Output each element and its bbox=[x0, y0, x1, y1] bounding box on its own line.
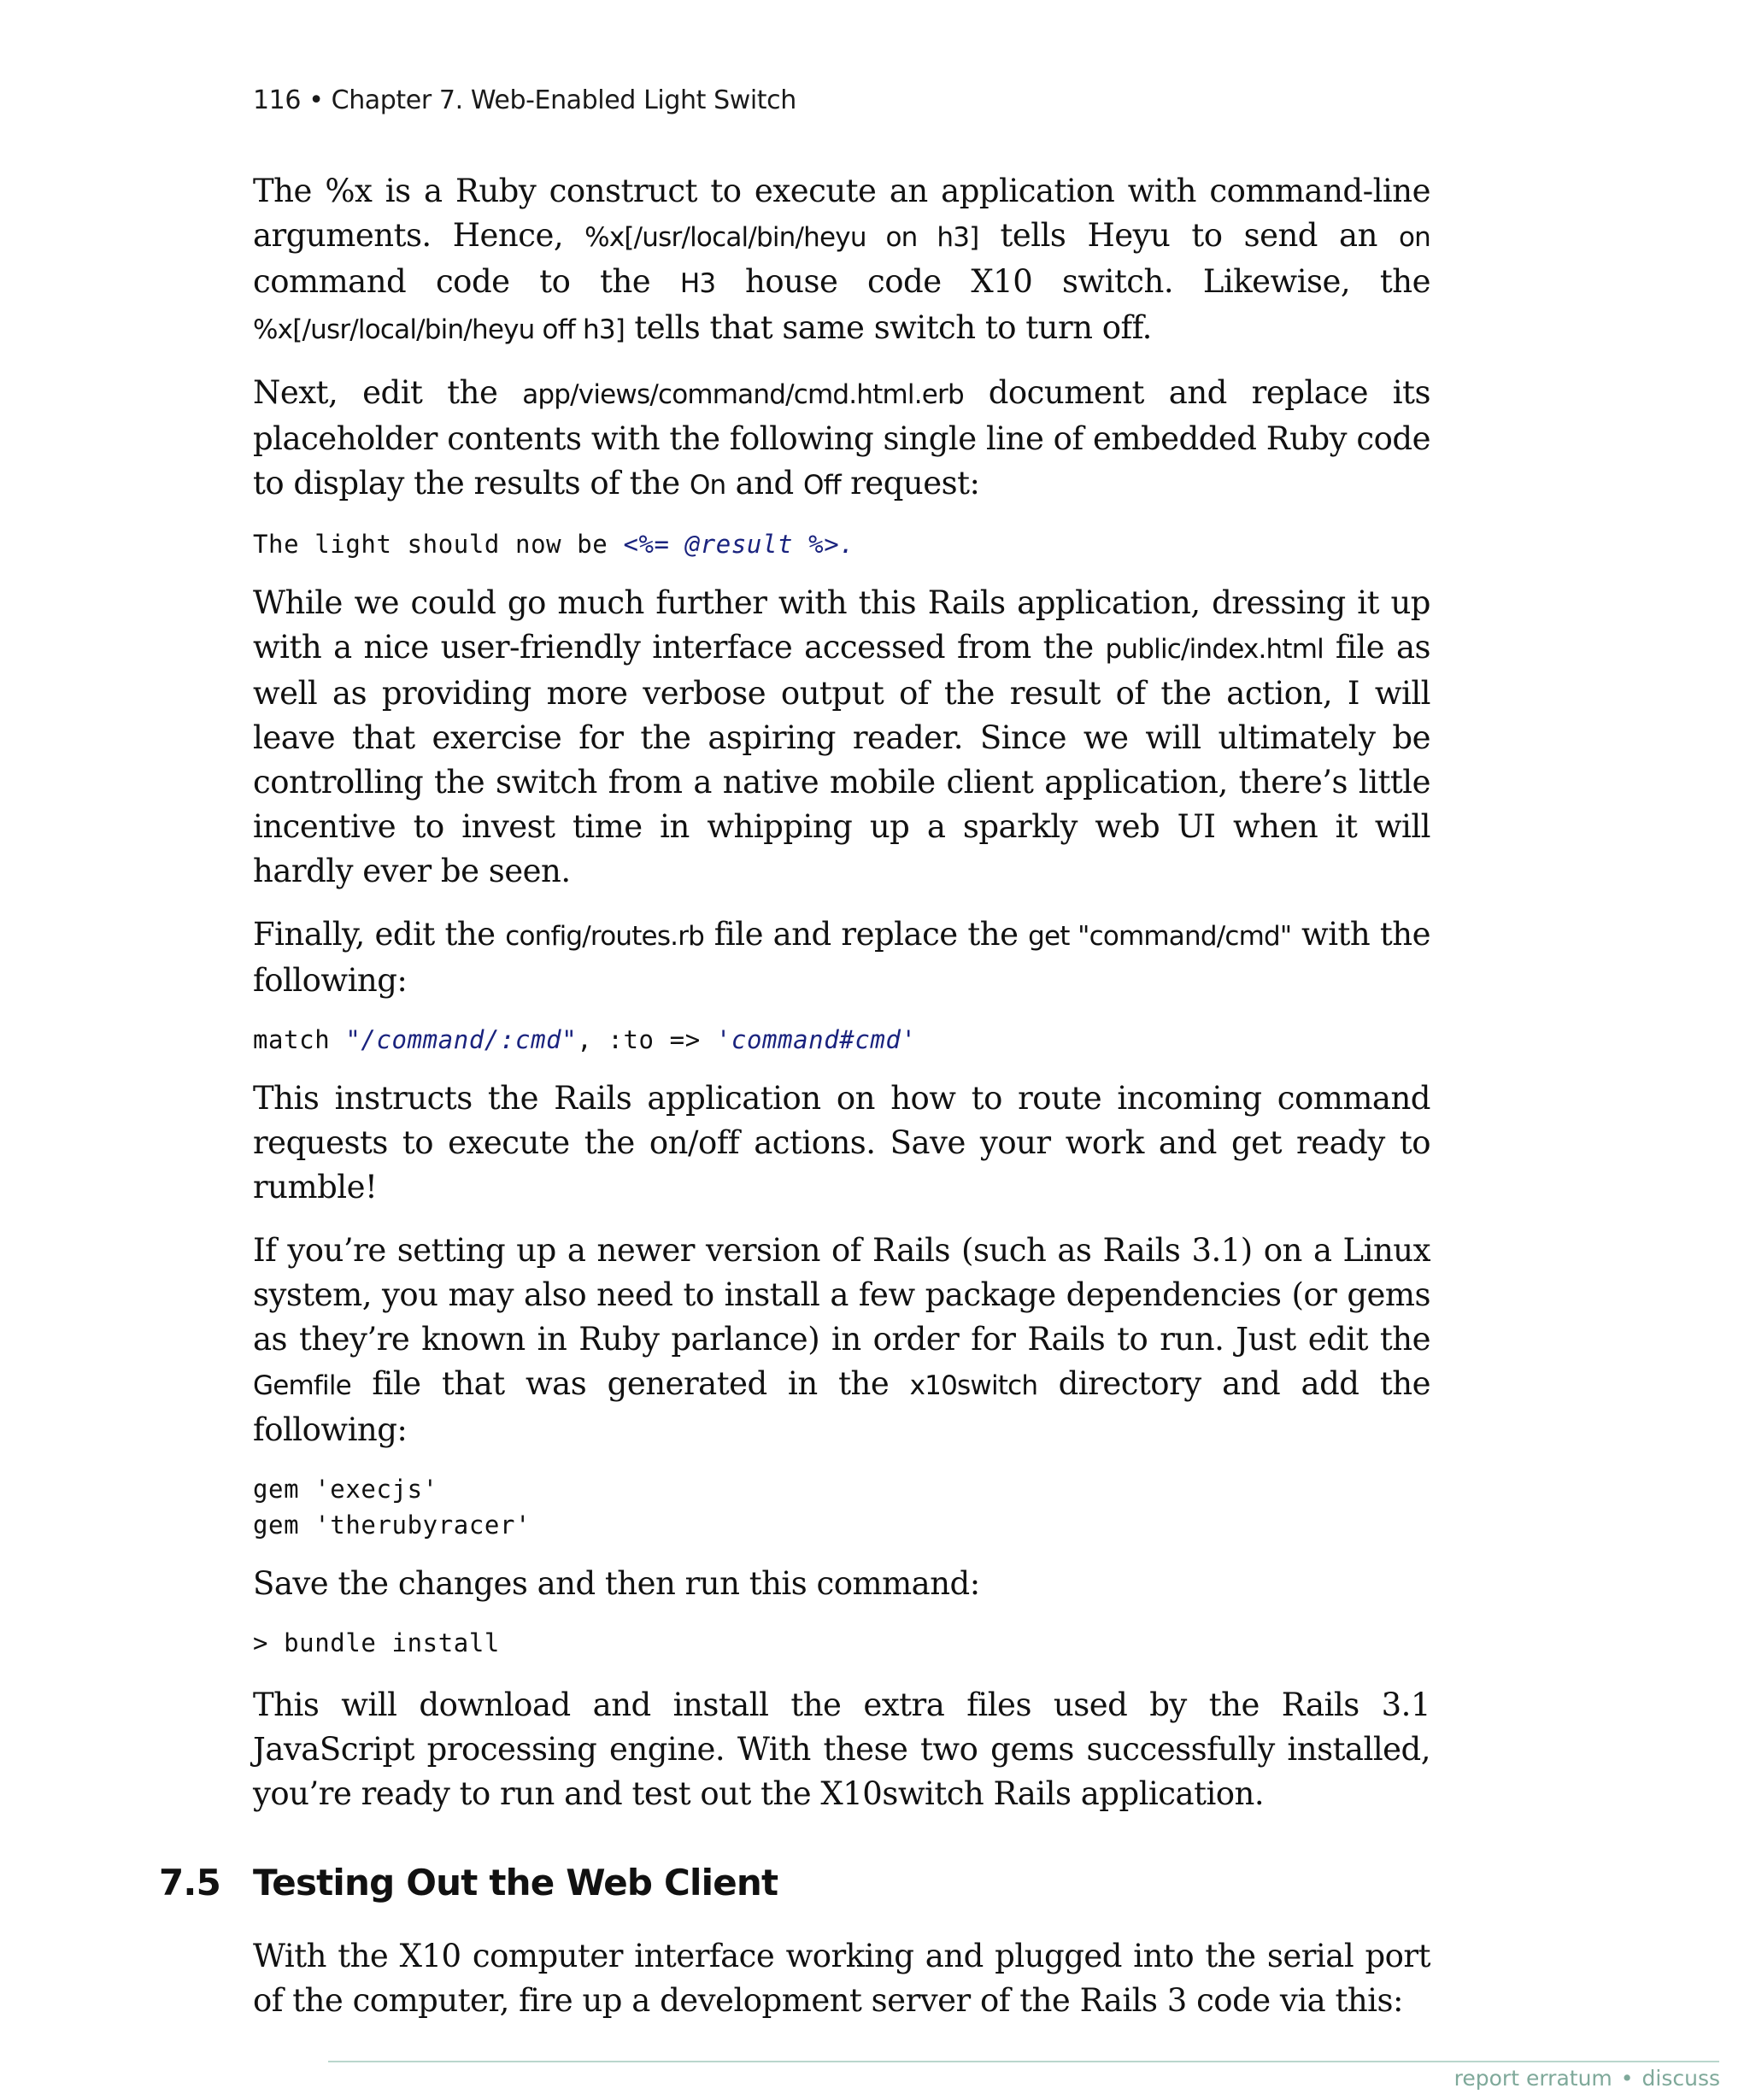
paragraph-edit-view bbox=[253, 371, 1430, 507]
text-run: tells Heyu to send an bbox=[978, 217, 1399, 254]
report-erratum-link[interactable]: report erratum bbox=[1453, 2066, 1612, 2091]
code-block-erb bbox=[253, 526, 1430, 562]
text-run: While we could go much further with this Rails application, dressing it up with a nice user-friendly interface accessed from the bbox=[253, 584, 1430, 666]
text-run: tells that same switch to turn off. bbox=[625, 309, 1152, 346]
footer-links bbox=[1454, 2066, 1720, 2091]
paragraph-rails-dependencies bbox=[253, 1229, 1430, 1452]
text-run: file as well as providing more verbose output of the result of the action, I will leave that exercise for the aspiring reader. Since we will ultimately be controlling the switch from a native mobile client application, there’s little incentive to invest time in whipping up a sparkly web UI when it will hardly ever be seen. bbox=[253, 629, 1430, 889]
chapter-title: Chapter 7. Web-Enabled Light Switch bbox=[331, 85, 796, 115]
text-run: and bbox=[725, 465, 804, 502]
inline-code: %x[/usr/local/bin/heyu on h3] bbox=[584, 222, 979, 253]
inline-code: Gemfile bbox=[253, 1370, 351, 1401]
code-erb-close: %>. bbox=[808, 530, 855, 559]
paragraph-further-rails bbox=[253, 581, 1430, 894]
paragraph-bundle-result bbox=[253, 1683, 1430, 1816]
code-route-target: 'command#cmd' bbox=[715, 1025, 917, 1054]
text-run: command code to the bbox=[253, 263, 680, 300]
section-number: 7.5 bbox=[159, 1862, 221, 1903]
text-run: Next, edit the bbox=[253, 374, 523, 411]
code-keyword: match bbox=[253, 1025, 331, 1054]
page-number: 116 bbox=[253, 85, 302, 115]
text-run: If you’re setting up a newer version of Rails (such as Rails 3.1) on a Linux system, you may also need to install a few package dependencies (or gems as they’re known in Ruby parlance) in order for Rails to run. Just edit the bbox=[253, 1232, 1430, 1358]
inline-code: public/index.html bbox=[1105, 634, 1324, 665]
inline-code: On bbox=[689, 470, 726, 501]
discuss-link[interactable]: discuss bbox=[1641, 2066, 1720, 2091]
text-run: request: bbox=[840, 465, 980, 502]
code-line: > bundle install bbox=[253, 1628, 500, 1657]
text-run: With the X10 computer interface working and plugged into the serial port of the computer, fire up a development server of the Rails 3 code via this: bbox=[253, 1938, 1430, 2019]
text-run: The %x is a Ruby construct to execute an application with command-line arguments. Hence, bbox=[253, 173, 1430, 254]
inline-code: Off bbox=[803, 470, 841, 501]
text-run: Finally, edit the bbox=[253, 916, 506, 953]
text-run: This will download and install the extra files used by the Rails 3.1 JavaScript processing engine. With these two gems successfully installed, you’re ready to run and test out the X10switch Rails application. bbox=[253, 1686, 1430, 1812]
code-block-route bbox=[253, 1022, 1430, 1058]
code-erb-open: <%= bbox=[623, 530, 670, 559]
section-heading bbox=[159, 1861, 1430, 1905]
text-run: with the following: bbox=[253, 916, 1430, 999]
code-route-path: "/command/:cmd" bbox=[345, 1025, 578, 1054]
inline-code: on bbox=[1398, 222, 1430, 253]
paragraph-start-server bbox=[253, 1934, 1430, 2023]
inline-code: app/views/command/cmd.html.erb bbox=[522, 379, 964, 410]
page-body bbox=[159, 169, 1430, 2042]
text-run: document and replace its placeholder contents with the following single line of embedded Ruby code to display the results of the bbox=[253, 374, 1430, 502]
paragraph-route-explanation bbox=[253, 1076, 1430, 1210]
text-run: file that was generated in the bbox=[350, 1365, 910, 1402]
text-run: house code X10 switch. Likewise, the bbox=[715, 263, 1430, 300]
code-text: The light should now be bbox=[253, 530, 624, 559]
header-bullet: • bbox=[308, 85, 324, 115]
text-run: Save the changes and then run this command: bbox=[253, 1565, 980, 1602]
inline-code: H3 bbox=[679, 268, 716, 299]
footer-separator: • bbox=[1620, 2066, 1634, 2091]
paragraph-x-construct bbox=[253, 169, 1430, 352]
running-header bbox=[253, 85, 796, 115]
inline-code: x10switch bbox=[909, 1370, 1038, 1401]
code-block-bundle bbox=[253, 1625, 1430, 1661]
text-run: file and replace the bbox=[704, 916, 1029, 953]
inline-code: get "command/cmd" bbox=[1028, 921, 1292, 952]
paragraph-save-changes bbox=[253, 1562, 1430, 1606]
text-run: This instructs the Rails application on how to route incoming command requests to execute the on/off actions. Save your work and get ready to rumble! bbox=[253, 1080, 1430, 1205]
section-title: Testing Out the Web Client bbox=[253, 1862, 778, 1903]
inline-code: config/routes.rb bbox=[505, 921, 705, 952]
code-line: gem 'execjs' bbox=[253, 1475, 438, 1504]
inline-code: %x[/usr/local/bin/heyu off h3] bbox=[253, 314, 625, 345]
code-line: gem 'therubyracer' bbox=[253, 1510, 531, 1540]
text-run: directory and add the following: bbox=[253, 1365, 1430, 1448]
paragraph-edit-routes bbox=[253, 912, 1430, 1003]
code-text: , :to => bbox=[577, 1025, 716, 1054]
code-erb-variable: @result bbox=[669, 530, 809, 559]
footer-divider bbox=[328, 2061, 1719, 2062]
code-block-gemfile bbox=[253, 1471, 1430, 1543]
